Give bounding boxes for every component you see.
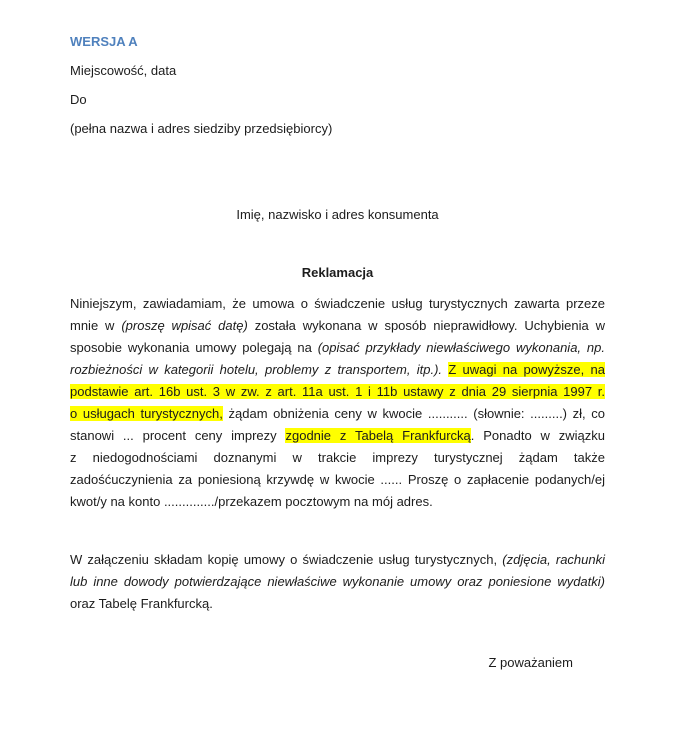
italic-text-run: rozbieżności w kategorii hotelu, problemy z transportem, itp.). bbox=[70, 362, 449, 377]
addressee-hint-line: (pełna nazwa i adres siedziby przedsiębiorcy) bbox=[70, 121, 333, 136]
text-line bbox=[70, 293, 605, 315]
text-run: kwot/y na konto ............../przekazem pocztowym na mój adres. bbox=[70, 494, 433, 509]
highlighted-text-run: Z uwagi na powyższe, na bbox=[448, 362, 605, 377]
text-line bbox=[70, 549, 605, 571]
italic-text-run: (opisać przykłady niewłaściwego wykonania, np. bbox=[317, 340, 605, 355]
italic-text-run: lub inne dowody potwierdzające niewłaściwe wykonanie umowy oraz poniesione wydatki) bbox=[70, 574, 605, 589]
text-line bbox=[70, 337, 605, 359]
text-run: została wykonana w sposób nieprawidłowy. Uchybienia w bbox=[247, 318, 605, 333]
document-content bbox=[0, 31, 673, 674]
text-line bbox=[70, 447, 605, 469]
text-line bbox=[70, 469, 605, 491]
text-run: stanowi ... procent ceny imprezy bbox=[70, 428, 286, 443]
closing-signoff: Z poważaniem bbox=[488, 655, 573, 670]
attachments-paragraph bbox=[70, 549, 605, 615]
text-run: Niniejszym, zawiadamiam, że umowa o świadczenie usług turystycznych zawarta przeze bbox=[70, 296, 605, 311]
text-run: mnie w bbox=[70, 318, 122, 333]
highlighted-text-run: o usługach turystycznych, bbox=[70, 406, 223, 421]
text-run: . Ponadto w związku bbox=[470, 428, 605, 443]
letter-title: Reklamacja bbox=[301, 265, 374, 280]
text-line bbox=[70, 425, 605, 447]
place-date-line: Miejscowość, data bbox=[70, 63, 177, 78]
text-line bbox=[70, 359, 605, 381]
italic-text-run: (proszę wpisać datę) bbox=[121, 318, 248, 333]
text-line bbox=[70, 491, 605, 513]
text-run: żądam obniżenia ceny w kwocie ........... (słownie: .........) zł, co bbox=[222, 406, 605, 421]
complaint-paragraph bbox=[70, 293, 605, 513]
italic-text-run: (zdjęcia, rachunki bbox=[502, 552, 606, 567]
text-line bbox=[70, 381, 605, 403]
text-line bbox=[70, 315, 605, 337]
highlighted-text-run: podstawie art. 16b ust. 3 w zw. z art. 11a ust. 1 i 11b ustawy z dnia 29 sierpnia 1997 r. bbox=[70, 384, 605, 399]
to-line: Do bbox=[70, 92, 87, 107]
text-run: oraz Tabelę Frankfurcką. bbox=[70, 596, 213, 611]
highlighted-text-run: zgodnie z Tabelą Frankfurcką bbox=[285, 428, 471, 443]
version-label: WERSJA A bbox=[70, 34, 138, 49]
text-run: z niedogodnościami doznanymi w trakcie imprezy turystycznej żądam także bbox=[70, 450, 605, 465]
text-line bbox=[70, 403, 605, 425]
text-run: W załączeniu składam kopię umowy o świadczenie usług turystycznych, bbox=[70, 552, 503, 567]
text-line bbox=[70, 571, 605, 593]
consumer-address-line: Imię, nazwisko i adres konsumenta bbox=[236, 207, 439, 222]
text-line bbox=[70, 593, 605, 615]
text-run: zadośćuczynienia za poniesioną krzywdę w kwocie ...... Proszę o zapłacenie podanych/ej bbox=[70, 472, 605, 487]
text-run: sposobie wykonania umowy polegają na bbox=[70, 340, 318, 355]
